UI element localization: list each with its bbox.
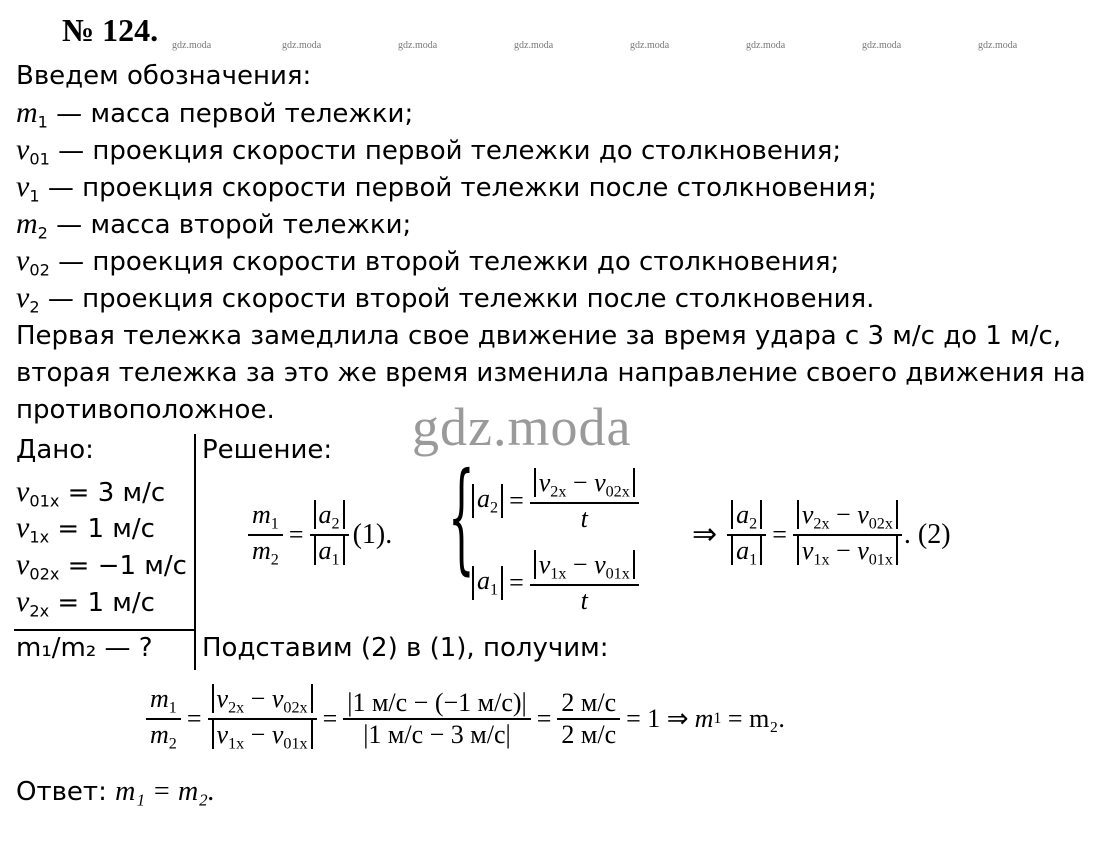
watermark: gdz.moda [282,40,322,51]
substitute-text: Подставим (2) в (1), получим: [202,633,609,663]
paragraph-line: вторая тележка за это же время изменила направление своего движения на [16,358,1086,388]
watermark: gdz.moda [978,40,1018,51]
definition-line: $v_1$ — проекция скорости первой тележки после столкновения; [16,170,877,206]
watermark: gdz.moda [172,40,212,51]
given-divider [14,629,194,631]
problem-number: № 124. [62,12,159,48]
equation-1: $\frac{m_1}{m_2}$ = $\frac{a_2}{a_1}$ (1). [248,500,392,569]
system-eq-a1: $a_1$ = $\frac{v_{1x} - v_{01x}}{t}$ [472,550,639,616]
watermark: gdz.moda [630,40,670,51]
definition-line: $v_{02}$ — проекция скорости второй тележки до столкновения; [16,244,840,280]
watermark-large: gdz.moda [412,397,632,457]
definition-line: $m_2$ — масса второй тележки; [16,207,412,243]
given-item: $v_{02x} = -1$ м/с [16,548,187,584]
watermark: gdz.moda [862,40,902,51]
given-item: $v_{1x} = 1$ м/с [16,511,155,547]
definition-line: $v_2$ — проекция скорости второй тележки после столкновения. [16,281,875,317]
find-label: m₁/m₂ — ? [16,633,153,663]
system-brace: { [448,448,475,587]
intro-text: Введем обозначения: [16,61,312,91]
definition-line: $v_{01}$ — проекция скорости первой тележки до столкновения; [16,133,842,169]
given-title: Дано: [16,435,94,465]
solution-title: Решение: [202,435,333,465]
definition-line: $m_1$ — масса первой тележки; [16,96,414,132]
answer-line: Ответ: m₁ = m₂. [16,776,215,807]
watermark: gdz.moda [398,40,438,51]
equation-2: ⇒ $\frac{a_2}{a_1}$ = $\frac{v_{2x} - v_{02x}}{v_{1x} - v_{01x}}$ . (2) [692,500,951,569]
given-item: $v_{2x} = 1$ м/с [16,585,155,621]
mass-ratio-fraction: $\frac{m_1}{m_2}$ [248,500,283,569]
given-item: $v_{01x} = 3$ м/с [16,475,166,511]
paragraph-line: Первая тележка замедлила свое движение за время удара с 3 м/с до 1 м/с, [16,321,1062,351]
accel-ratio-fraction: $\frac{a_2}{a_1}$ [310,500,349,569]
watermark: gdz.moda [514,40,554,51]
watermark: gdz.moda [746,40,786,51]
final-computation: $\frac{m_1}{m_2}$ = $\frac{v_{2x} - v_{02x}}{v_{1x} - v_{01x}}$ = $\frac{|1 м/с - (-1 м/с)|}{|1 м/с - 3 м/с|}$ = $\frac{2 м/с}{2 м/с}$ = 1 ⇒ m 1 = m₂. [146,684,785,753]
given-separator [194,434,196,670]
system-eq-a2: $a_2$ = $\frac{v_{2x} - v_{02x}}{t}$ [472,468,639,534]
paragraph-line: противоположное. [16,395,275,425]
